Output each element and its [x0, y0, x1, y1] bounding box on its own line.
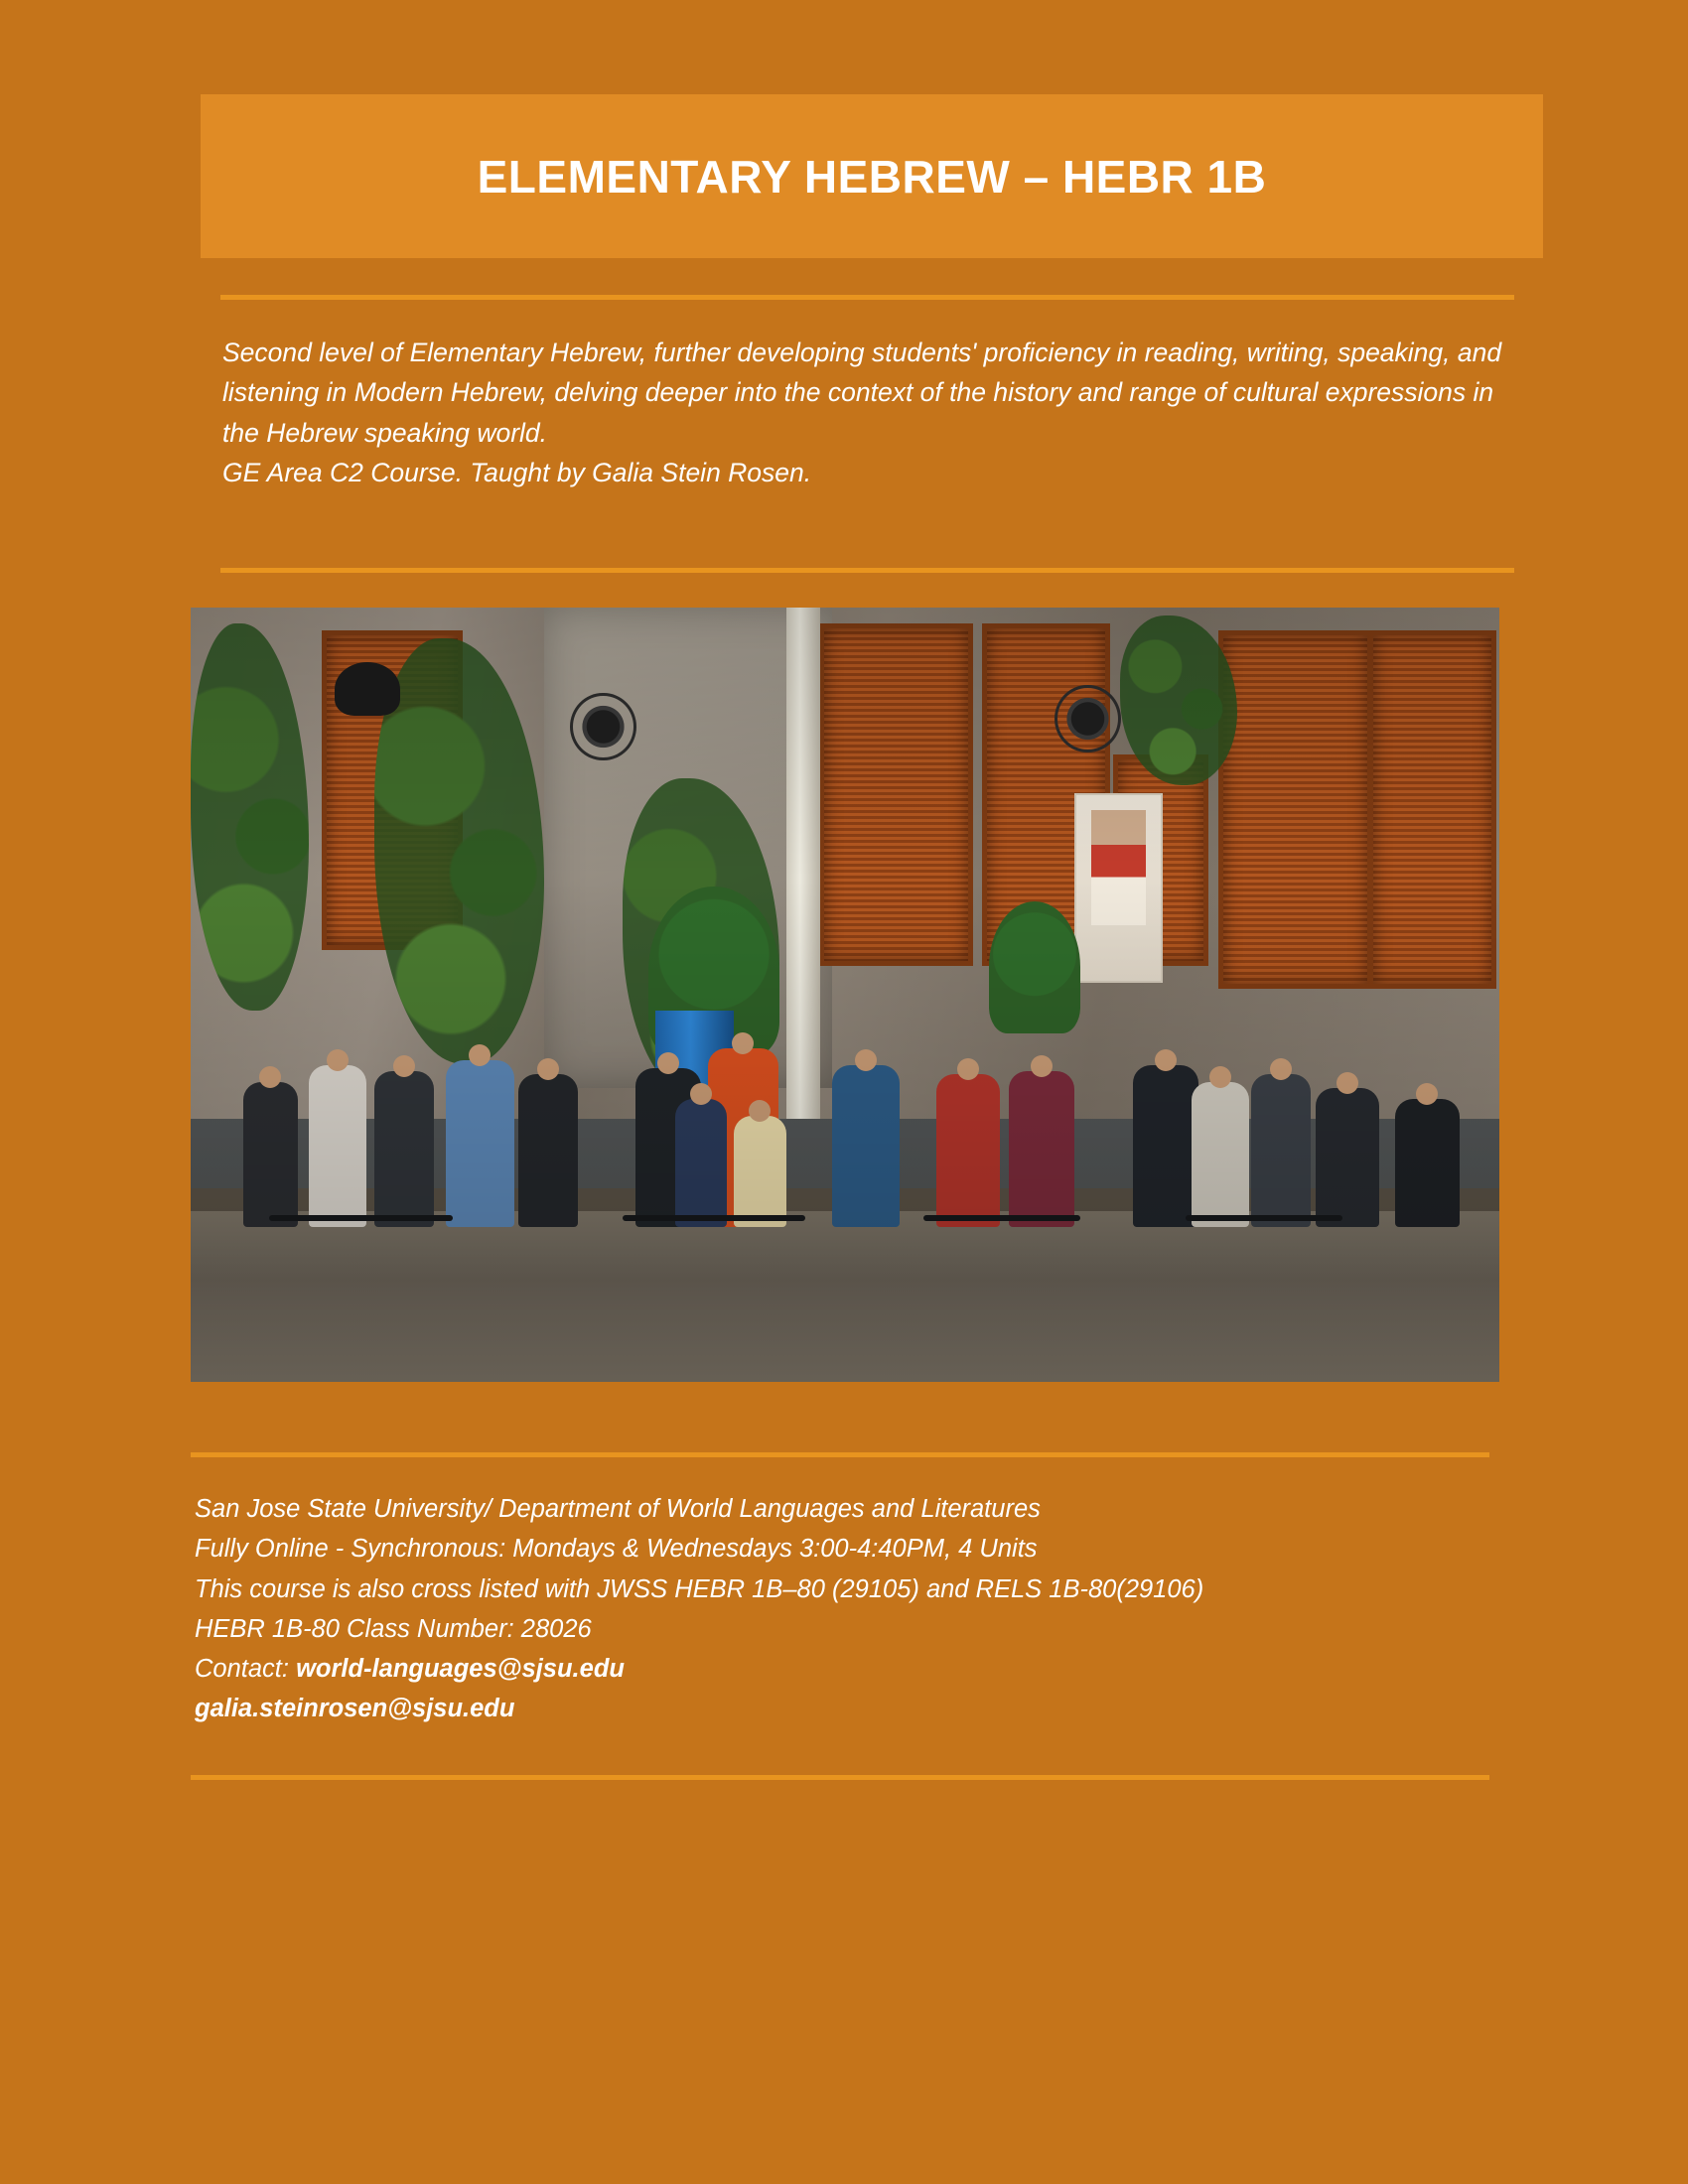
cafe-photo: [191, 608, 1499, 1382]
course-details: [195, 1489, 1505, 1729]
description-line-1: Second level of Elementary Hebrew, further developing students' proficiency in reading, writing, speaking, and listening in Modern Hebrew, delving deeper into the context of the history and range of cultural expressions in the Hebrew speaking world.: [222, 338, 1502, 448]
divider-bottom: [191, 1775, 1489, 1780]
detail-class-number: HEBR 1B-80 Class Number: 28026: [195, 1614, 592, 1643]
divider-top: [220, 295, 1514, 300]
page-title: ELEMENTARY HEBREW – HEBR 1B: [477, 150, 1267, 203]
divider-above-footer: [191, 1452, 1489, 1457]
contact-email-department[interactable]: world-languages@sjsu.edu: [296, 1655, 625, 1684]
course-description: [222, 333, 1523, 492]
divider-below-description: [220, 568, 1514, 573]
description-line-2: GE Area C2 Course. Taught by Galia Stein Rosen.: [222, 457, 812, 487]
detail-department: San Jose State University/ Department of World Languages and Literatures: [195, 1495, 1041, 1523]
detail-schedule: Fully Online - Synchronous: Mondays & Wednesdays 3:00-4:40PM, 4 Units: [195, 1535, 1038, 1564]
title-banner: [201, 94, 1543, 258]
contact-email-instructor[interactable]: galia.steinrosen@sjsu.edu: [195, 1695, 515, 1723]
photo-shading: [191, 608, 1499, 1382]
detail-crosslist: This course is also cross listed with JWSS HEBR 1B–80 (29105) and RELS 1B-80(29106): [195, 1574, 1204, 1603]
contact-label: Contact:: [195, 1655, 297, 1684]
photo-illustration: [191, 608, 1499, 1382]
detail-contact-line: [195, 1649, 1505, 1689]
